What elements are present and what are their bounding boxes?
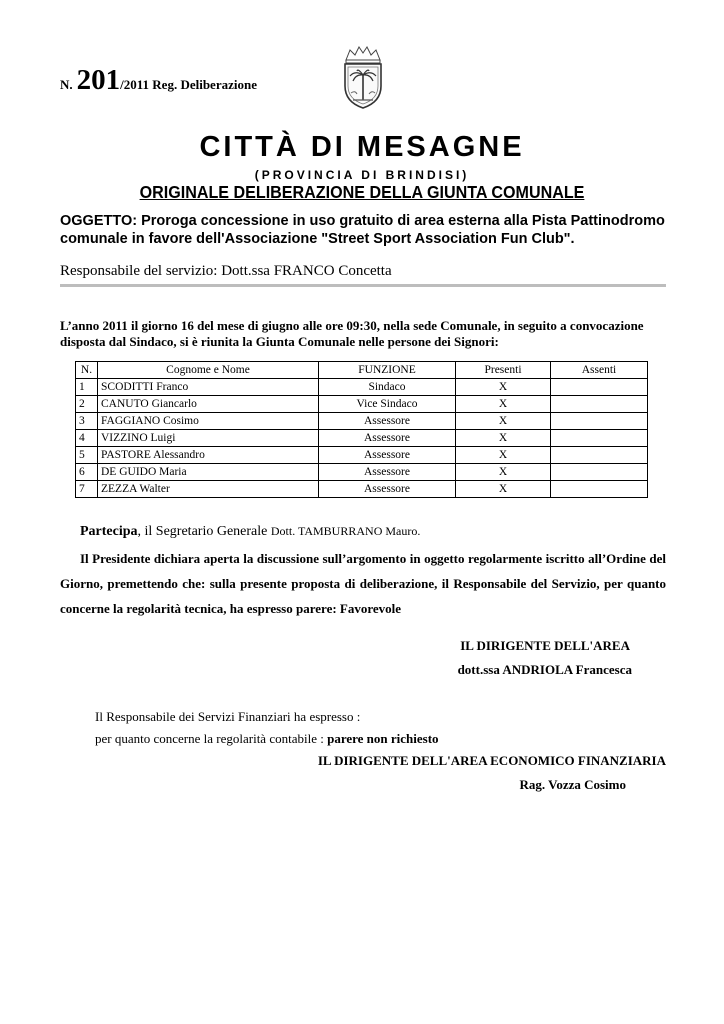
table-row [76,413,648,430]
service-manager: Responsabile del servizio: Dott.ssa FRANCO Concetta [60,263,392,279]
member-role: Assessore [319,464,456,481]
table-row [76,447,648,464]
table-row [76,379,648,396]
row-number: 7 [76,481,98,498]
coat-of-arms-icon [338,44,388,110]
attendance-table [75,361,648,498]
table-row [76,481,648,498]
attendance-body [76,379,648,498]
absent-mark [551,464,648,481]
member-role: Assessore [319,481,456,498]
present-mark: X [456,413,551,430]
member-name: PASTORE Alessandro [98,447,319,464]
meeting-intro: L’anno 2011 il giorno 16 del mese di giugno alle ore 09:30, nella sede Comunale, in seguito a convocazione disposta dal Sindaco, si è riunita la Giunta Comunale nelle persone dei Signori: [60,318,644,349]
table-row [76,396,648,413]
document-heading: ORIGINALE DELIBERAZIONE DELLA GIUNTA COMUNALE [139,182,585,202]
absent-mark [551,396,648,413]
partecipa-label: Partecipa [80,524,138,539]
finance-director-name: Rag. Vozza Cosimo [519,777,626,792]
body-paragraph: Il Presidente dichiara aperta la discussione sull’argomento in oggetto regolarmente iscritto all’Ordine del Giorno, premettendo che: sulla presente proposta di deliberazione, il Responsabile del Servizio, per quanto concerne la regolarità tecnica, ha espresso parere: Favorevole [60,551,666,616]
finance-director-title: IL DIRIGENTE DELL'AREA ECONOMICO FINANZIARIA [317,753,666,768]
member-role: Vice Sindaco [319,396,456,413]
row-number: 3 [76,413,98,430]
header-absent: Assenti [551,362,648,379]
present-mark: X [456,464,551,481]
present-mark: X [456,447,551,464]
absent-mark [551,413,648,430]
row-number: 2 [76,396,98,413]
row-number: 4 [76,430,98,447]
table-header-row [76,362,648,379]
member-name: VIZZINO Luigi [98,430,319,447]
area-director-name: dott.ssa ANDRIOLA Francesca [457,662,632,677]
present-mark: X [456,396,551,413]
secretary-line [80,524,420,540]
member-role: Assessore [319,430,456,447]
absent-mark [551,379,648,396]
subject-label: OGGETTO: [60,213,138,229]
finance-opinion-label: per quanto concerne la regolarità contabile : [95,731,328,746]
absent-mark [551,447,648,464]
table-row [76,430,648,447]
number-suffix: /2011 Reg. Deliberazione [120,77,257,92]
member-name: ZEZZA Walter [98,481,319,498]
member-name: FAGGIANO Cosimo [98,413,319,430]
finance-statement: Il Responsabile dei Servizi Finanziari ha espresso : [95,709,361,724]
row-number: 6 [76,464,98,481]
member-role: Assessore [319,447,456,464]
present-mark: X [456,430,551,447]
finance-opinion [95,731,439,747]
province-subtitle: (PROVINCIA DI BRINDISI) [254,168,470,182]
table-row [76,464,648,481]
city-title: CITTÀ DI MESAGNE [199,131,525,163]
absent-mark [551,430,648,447]
header-number: N. [76,362,98,379]
row-number: 5 [76,447,98,464]
header-present: Presenti [456,362,551,379]
row-number: 1 [76,379,98,396]
member-name: CANUTO Giancarlo [98,396,319,413]
member-role: Sindaco [319,379,456,396]
present-mark: X [456,481,551,498]
section-divider [60,284,666,287]
secretary-name: Dott. TAMBURRANO Mauro. [270,524,421,538]
subject-block [60,212,670,248]
deliberation-number: 201 [76,64,121,96]
member-name: DE GUIDO Maria [98,464,319,481]
number-prefix: N. [60,77,73,92]
present-mark: X [456,379,551,396]
finance-opinion-value: parere non richiesto [327,731,439,746]
absent-mark [551,481,648,498]
area-director-title: IL DIRIGENTE DELL'AREA [460,638,630,653]
registration-number [60,64,257,97]
subject-text: Proroga concessione in uso gratuito di area esterna alla Pista Pattinodromo comunale in favore dell'Associazione "Street Sport Association Fun Club". [60,213,665,247]
member-role: Assessore [319,413,456,430]
partecipa-text: , il Segretario Generale [137,524,271,539]
member-name: SCODITTI Franco [98,379,319,396]
header-name: Cognome e Nome [98,362,319,379]
header-role: FUNZIONE [319,362,456,379]
